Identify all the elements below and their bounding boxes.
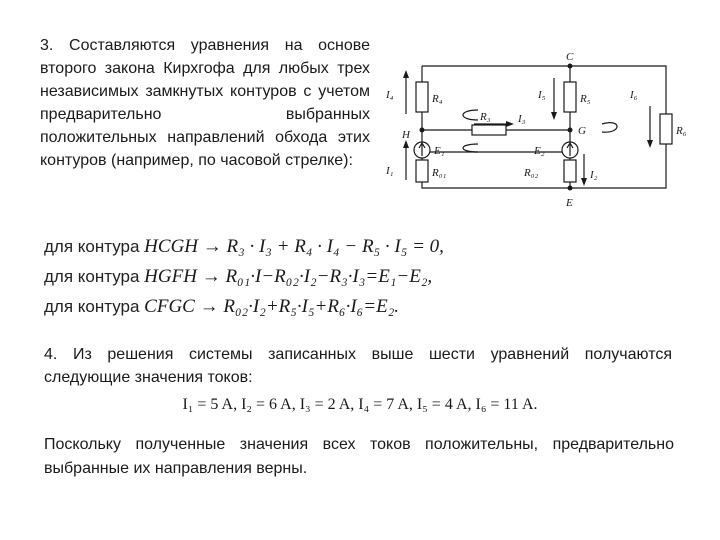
resistor-r5 xyxy=(564,82,576,112)
source-e1-label: E₁ xyxy=(434,145,445,157)
loop-arrow-right xyxy=(602,123,617,133)
resistor-r01 xyxy=(416,160,428,182)
loop-arrow-middle xyxy=(463,144,478,152)
current-i6-label: I₆ xyxy=(630,89,638,101)
equation-formula: HCGH → R₃ · I₃ + R₄ · I₄ − R₅ · I₅ = 0, xyxy=(144,236,444,257)
resistor-r3-label: R₃ xyxy=(480,111,491,123)
current-i3-label: I₃ xyxy=(518,113,526,125)
equation-formula: CFGC → R₀₂·I₂+R₅·I₅+R₆·I₆=E₂. xyxy=(144,296,400,317)
section-4-paragraph: 4. Из решения системы записанных выше шести уравнений получаются следующие значения токов: xyxy=(44,346,672,386)
resistor-r4-label: R₄ xyxy=(432,93,443,105)
equation-prefix: для контура xyxy=(44,267,140,286)
node-h-label: H xyxy=(402,129,410,141)
equation-row-hgfh xyxy=(44,266,432,288)
equation-prefix: для контура xyxy=(44,237,140,256)
node-g-dot xyxy=(568,128,573,133)
arrowhead-i4 xyxy=(403,70,409,78)
equation-prefix: для контура xyxy=(44,297,140,316)
arrowhead-i5 xyxy=(551,112,557,120)
node-h-dot xyxy=(420,128,425,133)
resistor-r6 xyxy=(660,114,672,144)
arrowhead-i3 xyxy=(506,121,514,127)
node-g-label: G xyxy=(578,125,586,137)
resistor-r6-label: R₆ xyxy=(676,125,687,137)
current-values: I₁ = 5 A, I₂ = 6 A, I₃ = 2 A, I₄ = 7 A, I₅ = 4 A, I₆ = 11 A. xyxy=(182,396,538,413)
arrowhead-i6 xyxy=(647,140,653,148)
resistor-r3 xyxy=(472,125,506,135)
equation-row-hcgh xyxy=(44,236,444,258)
wire-top xyxy=(422,66,666,188)
node-c-label: C xyxy=(566,51,574,63)
loop-arrow-left xyxy=(463,110,478,120)
source-e2-label: E₂ xyxy=(534,145,545,157)
resistor-r5-label: R₅ xyxy=(580,93,591,105)
resistor-r02-label: R₀₂ xyxy=(524,167,539,179)
section-3-paragraph: 3. Составляются уравнения на основе второго закона Кирхгофа для любых трех независимых замкнутых контуров с учетом предварительно выбранных положительных направлений обхода этих контуров (например, по часовой стрелке): xyxy=(40,37,370,169)
circuit-diagram xyxy=(378,48,698,218)
equation-row-cfgc xyxy=(44,296,399,318)
current-i1-label: I₁ xyxy=(386,165,394,177)
node-e-label: E xyxy=(566,197,573,209)
node-e-dot xyxy=(568,186,573,191)
conclusion-paragraph: Поскольку полученные значения всех токов положительны, предварительно выбранные их направления верны. xyxy=(44,436,674,477)
arrowhead-i2 xyxy=(581,178,587,186)
resistor-r01-label: R₀₁ xyxy=(432,167,447,179)
node-c-dot xyxy=(568,64,573,69)
arrowhead-i1 xyxy=(403,140,409,148)
equation-formula: HGFH → R₀₁·I−R₀₂·I₂−R₃·I₃=E₁−E₂, xyxy=(144,266,433,287)
current-i2-label: I₂ xyxy=(590,169,598,181)
resistor-r02 xyxy=(564,160,576,182)
current-i4-label: I₄ xyxy=(386,89,394,101)
resistor-r4 xyxy=(416,82,428,112)
current-i5-label: I₅ xyxy=(538,89,546,101)
